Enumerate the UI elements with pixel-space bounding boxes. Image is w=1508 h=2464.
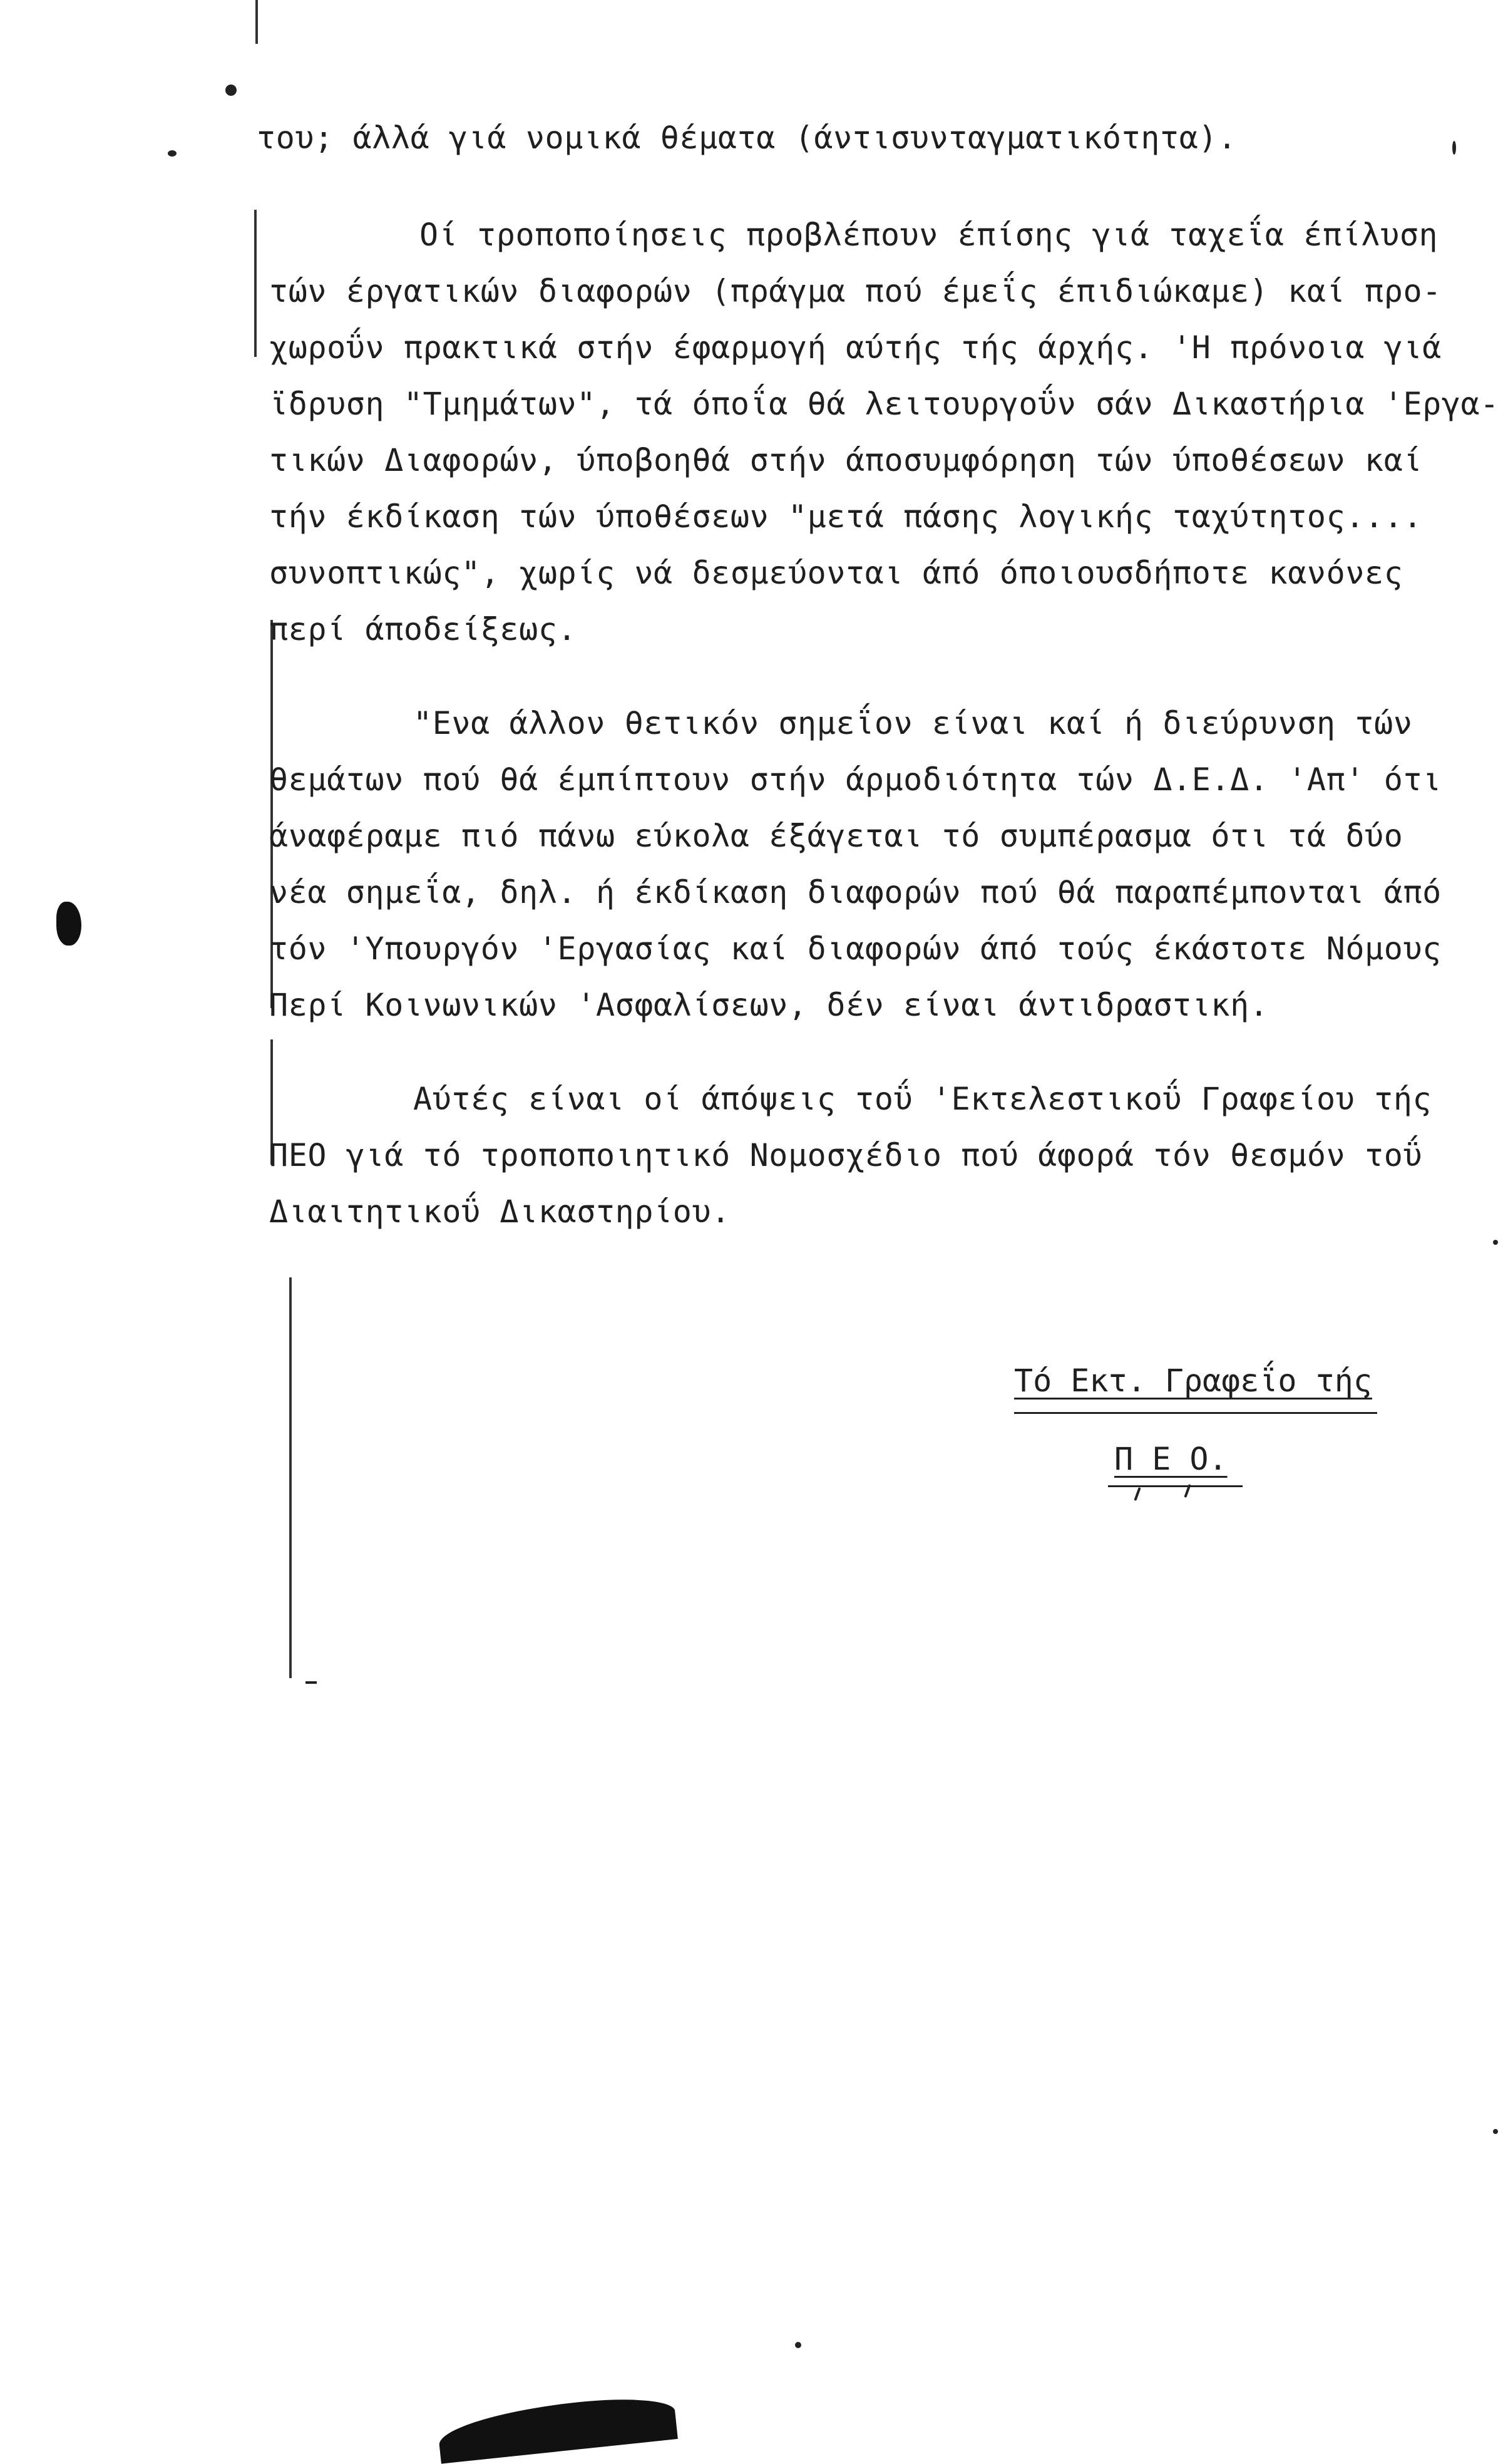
margin-mark — [255, 0, 258, 44]
signature-underline — [1014, 1412, 1377, 1414]
text-line: τόν 'Υπουργόν 'Εργασίας καί διαφορών άπό τούς έκάστοτε Νόμους — [269, 930, 1442, 967]
text-line: Διαιτητικοΰ Δικαστηρίου. — [269, 1193, 731, 1230]
text-line: Αύτές είναι οί άπόψεις τοΰ 'Εκτελεστικοΰ Γραφείου τής — [413, 1081, 1432, 1117]
scan-blot — [56, 902, 81, 946]
text-line: τών έργατικών διαφορών (πράγμα πού έμεΐς έπιδιώκαμε) καί προ- — [269, 273, 1442, 309]
margin-mark — [254, 210, 257, 357]
signature-office: Τό Εκτ. Γραφεΐο τής — [1014, 1363, 1372, 1399]
margin-tick — [305, 1681, 317, 1684]
text-line: τικών Διαφορών, ύποβοηθά στήν άποσυμφόρηση τών ύποθέσεων καί — [269, 442, 1423, 478]
scan-speck — [1452, 141, 1456, 155]
signature-mark — [1134, 1487, 1141, 1501]
text-line: Οί τροποποίησεις προβλέπουν έπίσης γιά ταχεΐα έπίλυση — [419, 217, 1439, 253]
text-line: ΠΕΟ γιά τό τροποποιητικό Νομοσχέδιο πού άφορά τόν θεσμόν τοΰ — [269, 1137, 1423, 1173]
scan-speck — [1493, 1240, 1498, 1245]
scan-speck — [1493, 2129, 1498, 2134]
text-line: θεμάτων πού θά έμπίπτουν στήν άρμοδιότητα τών Δ.Ε.Δ. 'Απ' ότι — [269, 761, 1442, 798]
text-line: Περί Κοινωνικών 'Ασφαλίσεων, δέν είναι άντιδραστική. — [269, 987, 1269, 1023]
text-line: περί άποδείξεως. — [269, 611, 577, 647]
margin-mark — [289, 1277, 292, 1678]
scan-blot — [436, 2392, 678, 2463]
text-line: νέα σημεΐα, δηλ. ή έκδίκαση διαφορών πού θά παραπέμπονται άπό — [269, 874, 1442, 910]
scan-speck — [795, 2342, 801, 2348]
text-line: τήν έκδίκαση τών ύποθέσεων "μετά πάσης λογικής ταχύτητος.... — [269, 498, 1423, 535]
scan-speck — [168, 150, 177, 157]
text-line: "Ενα άλλον θετικόν σημεΐον είναι καί ή διεύρυνση τών — [413, 705, 1413, 741]
text-line: άναφέραμε πιό πάνω εύκολα έξάγεται τό συμπέρασμα ότι τά δύο — [269, 818, 1403, 854]
signature-organization: Π Ε Ο. — [1114, 1441, 1228, 1477]
scan-speck — [225, 85, 237, 96]
text-line: συνοπτικώς", χωρίς νά δεσμεύονται άπό όποιουσδήποτε κανόνες — [269, 555, 1403, 591]
text-line: χωροΰν πρακτικά στήν έφαρμογή αύτής τής άρχής. 'Η πρόνοια γιά — [269, 329, 1442, 366]
text-line: ϊδρυση "Τμημάτων", τά όποΐα θά λειτουργοΰν σάν Δικαστήρια 'Εργα- — [269, 386, 1499, 422]
signature-underline — [1108, 1485, 1243, 1487]
text-line: του; άλλά γιά νομικά θέματα (άντισυνταγματικότητα). — [257, 120, 1237, 156]
